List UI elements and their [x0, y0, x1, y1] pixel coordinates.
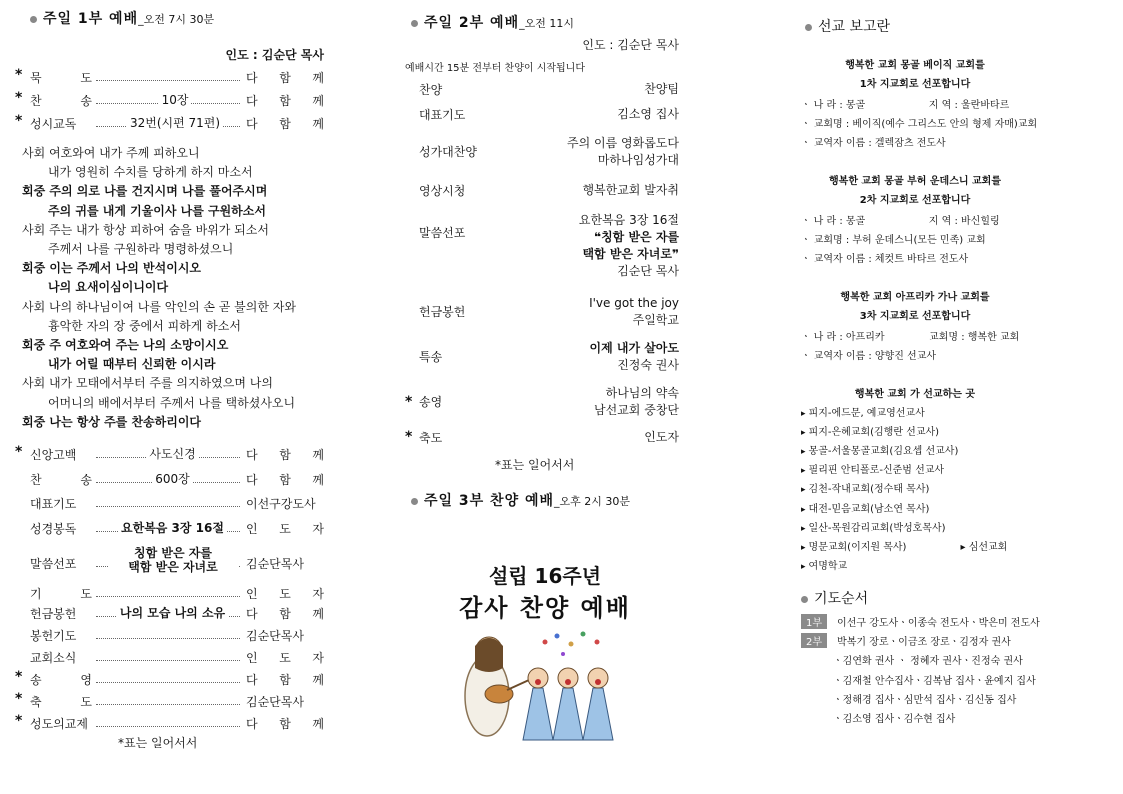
- report-declaration: 3차 지교회로 선포합니다: [859, 311, 971, 322]
- reading-line: 흉악한 자의 장 중에서 피하게 하소서: [48, 318, 241, 333]
- order-row: [0, 519, 340, 537]
- order-label: 기 도: [30, 587, 92, 601]
- reading-line: 주의 귀를 내게 기울이사 나를 구원하소서: [48, 203, 266, 218]
- support-item-text: 몽골-서울몽골교회(김요셉 선교사): [808, 446, 959, 458]
- bullet-mark: ㆍ: [801, 216, 811, 227]
- order-detail-text: 사도신경: [146, 447, 198, 461]
- order-label: 성도의교제: [30, 717, 88, 731]
- mission-report-heading: [805, 16, 890, 36]
- service-tag: 1부: [801, 614, 827, 629]
- third-service-time: _오후 2시 30분: [554, 495, 631, 508]
- order-person: 다 함 께: [246, 71, 324, 85]
- third-service-heading: [411, 490, 630, 510]
- triangle-icon: ▸: [801, 485, 806, 496]
- leader-dots: [96, 682, 240, 683]
- bullet-mark: ㆍ: [801, 235, 811, 246]
- order-detail: [100, 445, 245, 462]
- order-person: 김순단목사: [246, 627, 324, 644]
- column-mission-report: [795, 0, 1115, 794]
- report-heading: 행복한 교회 아프리카 가나 교회를: [840, 292, 990, 303]
- bullet-icon: [30, 16, 37, 23]
- order-label: 찬 송: [30, 94, 92, 108]
- bullet-mark: ㆍ: [801, 351, 811, 362]
- order-label: 찬 송: [30, 473, 92, 487]
- report-heading: 행복한 교회 몽골 베이직 교회를: [845, 60, 985, 71]
- report-detail-text: 교역자 이름 : 겔렉잠츠 전도사: [813, 138, 946, 149]
- order-person: 다 함 께: [246, 473, 324, 487]
- report-detail-text: 교역자 이름 : 양향진 선교사: [813, 351, 937, 362]
- reading-line: 회중 나는 항상 주를 찬송하리이다: [22, 414, 202, 429]
- order-label: 헌금봉헌: [419, 305, 466, 319]
- reading-line: 어머니의 배에서부터 주께서 나를 택하셨사오니: [48, 395, 296, 410]
- reading-line: 내가 영원히 수치를 당하게 하지 마소서: [48, 165, 253, 180]
- support-item-text: 피지-에드문, 예교영선교사: [808, 408, 925, 419]
- bullet-icon: [411, 20, 418, 27]
- report-detail: [801, 134, 946, 149]
- order-detail-line: 요한복음 3장 16절: [578, 213, 679, 227]
- required-standing-mark: *: [15, 669, 23, 685]
- order-detail-line: 인도자: [644, 430, 679, 444]
- order-label: 대표기도: [30, 497, 77, 511]
- required-standing-mark: *: [15, 713, 23, 729]
- order-label: 신앙고백: [30, 448, 77, 462]
- order-person: 다 함 께: [246, 673, 324, 687]
- mission-report-title: 선교 보고란: [818, 19, 891, 35]
- leader-dots: [96, 638, 240, 639]
- support-item: [801, 538, 1007, 553]
- support-item: [801, 500, 929, 515]
- order-label: 송영: [419, 395, 443, 409]
- first-service-note: *표는 일어서서: [118, 736, 198, 750]
- order-row: [0, 494, 340, 512]
- order-detail: [105, 114, 245, 131]
- order-label: 축 도: [30, 695, 92, 709]
- order-detail-line: 김소영 집사: [617, 107, 679, 121]
- prayer-line: [801, 614, 1040, 629]
- prayer-names: ㆍ김재철 안수집사ㆍ김복남 집사ㆍ윤예지 집사: [833, 675, 1036, 687]
- order-row: [0, 604, 340, 622]
- order-detail-line: 마하나임성가대: [597, 153, 679, 167]
- required-standing-mark: *: [405, 394, 413, 410]
- required-standing-mark: *: [15, 113, 23, 129]
- order-row: [0, 692, 340, 710]
- bullet-mark: ㆍ: [801, 119, 811, 130]
- bullet-mark: ㆍ: [801, 100, 811, 111]
- first-service-time: _오전 7시 30분: [138, 13, 215, 26]
- report-detail-text: 나 라 : 아프리카 교회명 : 행복한 교회: [813, 332, 1020, 343]
- order-label: 축도: [419, 431, 443, 445]
- support-item-text: 피지-은혜교회(김행란 선교사): [808, 427, 940, 439]
- order-person: 인 도 자: [246, 587, 324, 601]
- prayer-names: 박복기 장로ㆍ이금조 장로ㆍ김정자 권사: [837, 637, 1011, 649]
- third-service-title: 주일 3부 찬양 예배: [424, 493, 555, 509]
- order-detail-line: 진정숙 권사: [617, 358, 679, 372]
- order-detail: [644, 81, 679, 98]
- leader-dots: [96, 704, 240, 705]
- order-person: 인 도 자: [246, 651, 324, 665]
- prayer-names: ㆍ김연화 권사 ㆍ 정혜자 권사ㆍ진정숙 권사: [833, 656, 1023, 668]
- prayer-names: ㆍ정해경 집사ㆍ심만석 집사ㆍ김신동 집사: [833, 694, 1017, 706]
- order-detail-text: 요한복음 3장 16절: [118, 521, 227, 535]
- order-row: [0, 648, 340, 666]
- prayer-line: [801, 633, 1011, 648]
- order-person: 김순단목사: [246, 693, 324, 710]
- order-detail-line: ❝칭함 받은 자를: [594, 230, 679, 244]
- order-detail: [100, 604, 245, 621]
- prayer-names: 이선구 강도사ㆍ이종숙 전도사ㆍ박은미 전도사: [837, 618, 1040, 629]
- order-label: 성경봉독: [30, 522, 77, 536]
- reading-line: 사회 여호와여 내가 주께 피하오니: [22, 146, 200, 160]
- leader-dots: [96, 660, 240, 661]
- order-detail-line: 김순단 목사: [617, 264, 679, 278]
- order-row: [0, 91, 340, 109]
- first-service-title: 주일 1부 예배: [43, 11, 139, 27]
- prayer-line: [833, 691, 1016, 706]
- order-person: 다 함 께: [246, 607, 324, 621]
- report-detail: [801, 231, 986, 246]
- order-person: 이선구강도사: [246, 495, 324, 512]
- order-detail-text: 10장: [159, 93, 192, 107]
- column-second-service: [395, 0, 695, 794]
- order-row: [0, 546, 340, 574]
- order-person: 김순단목사: [246, 555, 324, 572]
- order-detail: [589, 295, 679, 329]
- first-service-heading: [30, 8, 214, 28]
- bullet-mark: ㆍ: [801, 332, 811, 343]
- support-item-text: 대전-믿음교회(남소연 목사): [808, 503, 930, 515]
- order-person: 다 함 께: [246, 717, 324, 731]
- order-row: [0, 584, 340, 602]
- order-detail-text: 32번(시편 71편): [127, 116, 223, 130]
- leader-dots: [96, 596, 240, 597]
- order-person: 인 도 자: [246, 522, 324, 536]
- order-label: 봉헌기도: [30, 629, 77, 643]
- order-detail-line: 주의 이름 영화롭도다: [567, 136, 679, 150]
- order-detail-line: 택함 받은 자녀로❞: [582, 247, 679, 261]
- reading-line: 사회 주는 내가 항상 피하여 숨을 바위가 되소서: [22, 222, 269, 237]
- service-tag: 2부: [801, 633, 827, 648]
- order-row: [0, 445, 340, 463]
- support-item: [801, 404, 925, 419]
- anniversary-subtitle: 설립 16주년: [488, 564, 602, 588]
- report-detail: [801, 328, 1019, 343]
- order-label: 말씀선포: [419, 226, 466, 240]
- second-service-time: _오전 11시: [519, 17, 574, 30]
- order-detail: [582, 182, 679, 199]
- leader-dots: [96, 80, 240, 81]
- triangle-icon: ▸: [801, 409, 806, 419]
- order-detail-line: 남선교회 중창단: [594, 403, 679, 417]
- anniversary-title: 감사 찬양 예배: [459, 594, 631, 622]
- order-person: 다 함 께: [246, 117, 324, 131]
- second-service-title: 주일 2부 예배: [424, 15, 520, 31]
- order-detail: [644, 429, 679, 446]
- order-person: 다 함 께: [246, 448, 324, 462]
- required-standing-mark: *: [405, 429, 413, 445]
- prayer-line: [833, 672, 1036, 687]
- order-detail-line: 찬양팀: [644, 82, 679, 96]
- second-service-heading: [411, 12, 574, 32]
- order-label: 영상시청: [419, 184, 466, 198]
- reading-line: 사회 나의 하나님이여 나를 악인의 손 곧 불의한 자와: [22, 299, 296, 314]
- bullet-mark: ㆍ: [801, 138, 811, 149]
- prayer-line: [833, 710, 955, 725]
- order-row: [0, 114, 340, 132]
- required-standing-mark: *: [15, 444, 23, 460]
- bullet-icon: [801, 596, 808, 603]
- order-label: 특송: [419, 350, 443, 364]
- report-detail: [801, 96, 1009, 111]
- order-detail: [567, 135, 679, 169]
- column-first-service: [0, 0, 340, 794]
- prayer-names: ㆍ김소영 집사ㆍ김수현 집사: [833, 714, 956, 725]
- support-item: [801, 442, 958, 457]
- second-service-leader: 인도 : 김순단 목사: [582, 38, 679, 52]
- order-row: [0, 626, 340, 644]
- report-detail-text: 교역자 이름 : 체컷트 바타르 전도사: [813, 254, 969, 265]
- order-detail: [108, 546, 238, 574]
- order-detail: [589, 340, 679, 374]
- bullet-icon: [805, 24, 812, 31]
- required-standing-mark: *: [15, 691, 23, 707]
- order-detail-line: 칭함 받은 자를: [134, 546, 212, 560]
- support-item-text: 일산-목원감리교회(박성호목사): [808, 522, 946, 534]
- order-person: 다 함 께: [246, 94, 324, 108]
- report-detail: [801, 212, 1000, 227]
- prelude-notice: 예배시간 15분 전부터 찬양이 시작됩니다: [405, 63, 585, 74]
- order-detail-line: 이제 내가 살아도: [589, 341, 679, 355]
- prayer-line: [833, 652, 1023, 667]
- order-row: [0, 714, 340, 732]
- order-detail-line: 주일학교: [632, 313, 679, 327]
- required-standing-mark: *: [15, 67, 23, 83]
- leader-dots: [96, 506, 240, 507]
- order-detail-line: 행복한교회 발자취: [582, 183, 679, 197]
- bullet-mark: ㆍ: [801, 254, 811, 265]
- order-label: 성가대찬양: [419, 145, 477, 159]
- order-detail-line: I've got the joy: [589, 296, 679, 310]
- report-declaration: 2차 지교회로 선포합니다: [859, 195, 971, 206]
- order-detail-line: 택함 받은 자녀로: [128, 560, 218, 574]
- triangle-icon: ▸: [801, 504, 806, 515]
- order-detail: [105, 91, 245, 108]
- triangle-icon: ▸: [801, 466, 806, 477]
- order-row: [0, 670, 340, 688]
- report-detail: [801, 250, 968, 265]
- order-label: 성시교독: [30, 117, 77, 131]
- report-detail: [801, 347, 936, 362]
- first-service-leader: 인도 : 김순단 목사: [225, 48, 324, 62]
- order-detail: [617, 106, 679, 123]
- reading-line: 나의 요새이심이니이다: [48, 280, 169, 295]
- support-item-text: 여명학교: [808, 560, 848, 572]
- order-label: 송 영: [30, 673, 92, 687]
- reading-line: 내가 어릴 때부터 신뢰한 이시라: [48, 357, 216, 372]
- reading-line: 주께서 나를 구원하라 명령하셨으니: [48, 242, 234, 256]
- order-row: [0, 470, 340, 488]
- report-detail-text: 교회명 : 부허 운데스니(모든 민족) 교회: [813, 235, 986, 246]
- prayer-heading: [801, 588, 868, 608]
- triangle-icon: ▸: [801, 523, 806, 534]
- order-detail-text: 나의 모습 나의 소유: [117, 606, 228, 620]
- support-item-text: 명문교회(이지원 목사) ▸ 심선교회: [808, 541, 1008, 553]
- support-item: [801, 519, 946, 534]
- order-detail: [100, 519, 245, 536]
- choir-illustration: [457, 628, 627, 746]
- report-heading: 행복한 교회 몽골 부허 운데스니 교회를: [829, 176, 1001, 187]
- report-detail-text: 교회명 : 베이직(예수 그리스도 안의 형제 자매)교회: [813, 119, 1038, 130]
- triangle-icon: ▸: [801, 561, 806, 572]
- order-detail: [594, 385, 679, 419]
- report-declaration: 1차 지교회로 선포합니다: [859, 79, 971, 90]
- order-label: 대표기도: [419, 108, 466, 122]
- support-item-text: 김천-작내교회(정수태 목사): [808, 484, 930, 496]
- order-label: 말씀선포: [30, 557, 77, 571]
- support-item: [801, 461, 944, 476]
- order-label: 헌금봉헌: [30, 607, 77, 621]
- support-item-text: 필리핀 안티폴로-신준범 선교사: [808, 465, 945, 477]
- triangle-icon: ▸: [801, 428, 806, 439]
- support-item: [801, 480, 929, 495]
- report-detail: [801, 115, 1037, 130]
- order-detail-text: 600장: [152, 472, 193, 486]
- leader-dots: [96, 726, 240, 727]
- order-label: 묵 도: [30, 71, 92, 85]
- order-detail: [579, 212, 679, 280]
- triangle-icon: ▸: [801, 542, 806, 553]
- order-detail-line: 하나님의 약속: [605, 386, 679, 400]
- reading-line: 회중 이는 주께서 나의 반석이시오: [22, 261, 202, 276]
- report-detail-text: 나 라 : 몽골 지 역 : 울란바타르: [813, 100, 1010, 111]
- prayer-title: 기도순서: [814, 591, 869, 607]
- support-item: [801, 423, 939, 438]
- order-label: 교회소식: [30, 651, 77, 665]
- report-detail-text: 나 라 : 몽골 지 역 : 바신힐링: [813, 216, 1000, 227]
- support-item: [801, 557, 847, 572]
- triangle-icon: ▸: [801, 447, 806, 458]
- reading-line: 사회 내가 모태에서부터 주를 의지하였으며 나의: [22, 376, 273, 391]
- required-standing-mark: *: [15, 90, 23, 106]
- second-service-note: *표는 일어서서: [495, 458, 575, 472]
- order-detail: [100, 470, 245, 487]
- support-title: 행복한 교회 가 선교하는 곳: [854, 389, 976, 400]
- reading-line: 회중 주의 의로 나를 건지시며 나를 풀어주시며: [22, 184, 268, 199]
- bullet-icon: [411, 498, 418, 505]
- reading-line: 회중 주 여호와여 주는 나의 소망이시오: [22, 338, 229, 352]
- order-row: [0, 68, 340, 86]
- order-label: 찬양: [419, 83, 443, 97]
